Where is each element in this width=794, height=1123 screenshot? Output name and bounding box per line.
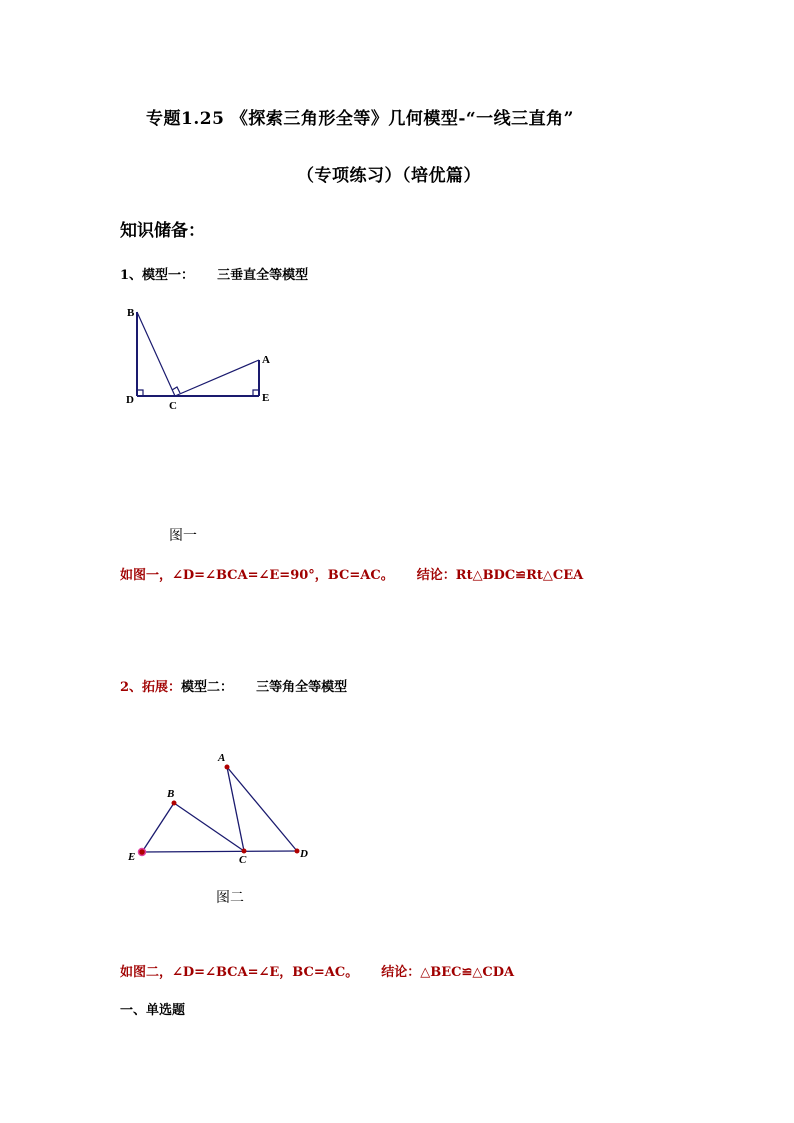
section-heading: 知识储备：: [120, 221, 205, 241]
label-A: A: [218, 752, 226, 764]
model2-statement: [120, 961, 514, 980]
point-C: [242, 849, 247, 854]
model2-heading: [120, 676, 347, 695]
figure-one: [120, 300, 290, 415]
part-heading: 一、单选题: [120, 1003, 186, 1018]
model2-heading-prefix: 2、拓展：: [120, 680, 182, 695]
point-A: [225, 765, 230, 770]
point-E: [139, 849, 146, 856]
label-E: E: [128, 851, 136, 863]
label-A: A: [262, 354, 270, 366]
point-B: [172, 801, 177, 806]
segment-AC: [227, 767, 244, 851]
label-E: E: [262, 392, 270, 404]
page-subtitle: （专项练习）（培优篇）: [297, 166, 481, 186]
segment-CA: [175, 360, 259, 396]
model2-heading-name: 三等角全等模型: [256, 680, 348, 695]
segment-BC: [137, 312, 175, 396]
model2-heading-mid: 模型二：: [181, 680, 234, 695]
figure-two: [120, 745, 320, 870]
segment-BC: [174, 803, 244, 851]
label-B: B: [127, 307, 135, 319]
segment-AD: [227, 767, 297, 851]
label-B: B: [167, 788, 175, 800]
model1-heading: [120, 264, 308, 283]
model1-heading-prefix: 1、模型一：: [120, 268, 195, 283]
segment-EB: [142, 803, 174, 852]
label-C: C: [239, 854, 247, 866]
segment-ED: [142, 851, 297, 852]
figure-one-caption: 图一: [169, 528, 197, 544]
page-title: 专题1.25 《探索三角形全等》几何模型-“一线三直角”: [146, 109, 574, 129]
label-D: D: [126, 394, 134, 406]
model1-conclusion: 结论：Rt△BDC≌Rt△CEA: [416, 568, 584, 583]
label-D: D: [300, 848, 308, 860]
point-D: [295, 849, 300, 854]
label-C: C: [169, 400, 177, 412]
model1-condition: 如图一，∠D=∠BCA=∠E=90°，BC=AC。: [120, 568, 394, 583]
figure-two-caption: 图二: [216, 890, 244, 906]
model1-statement: [120, 564, 583, 583]
model2-conclusion: 结论：△BEC≌△CDA: [381, 965, 515, 980]
model2-condition: 如图二，∠D=∠BCA=∠E，BC=AC。: [120, 965, 359, 980]
model1-heading-name: 三垂直全等模型: [217, 268, 309, 283]
